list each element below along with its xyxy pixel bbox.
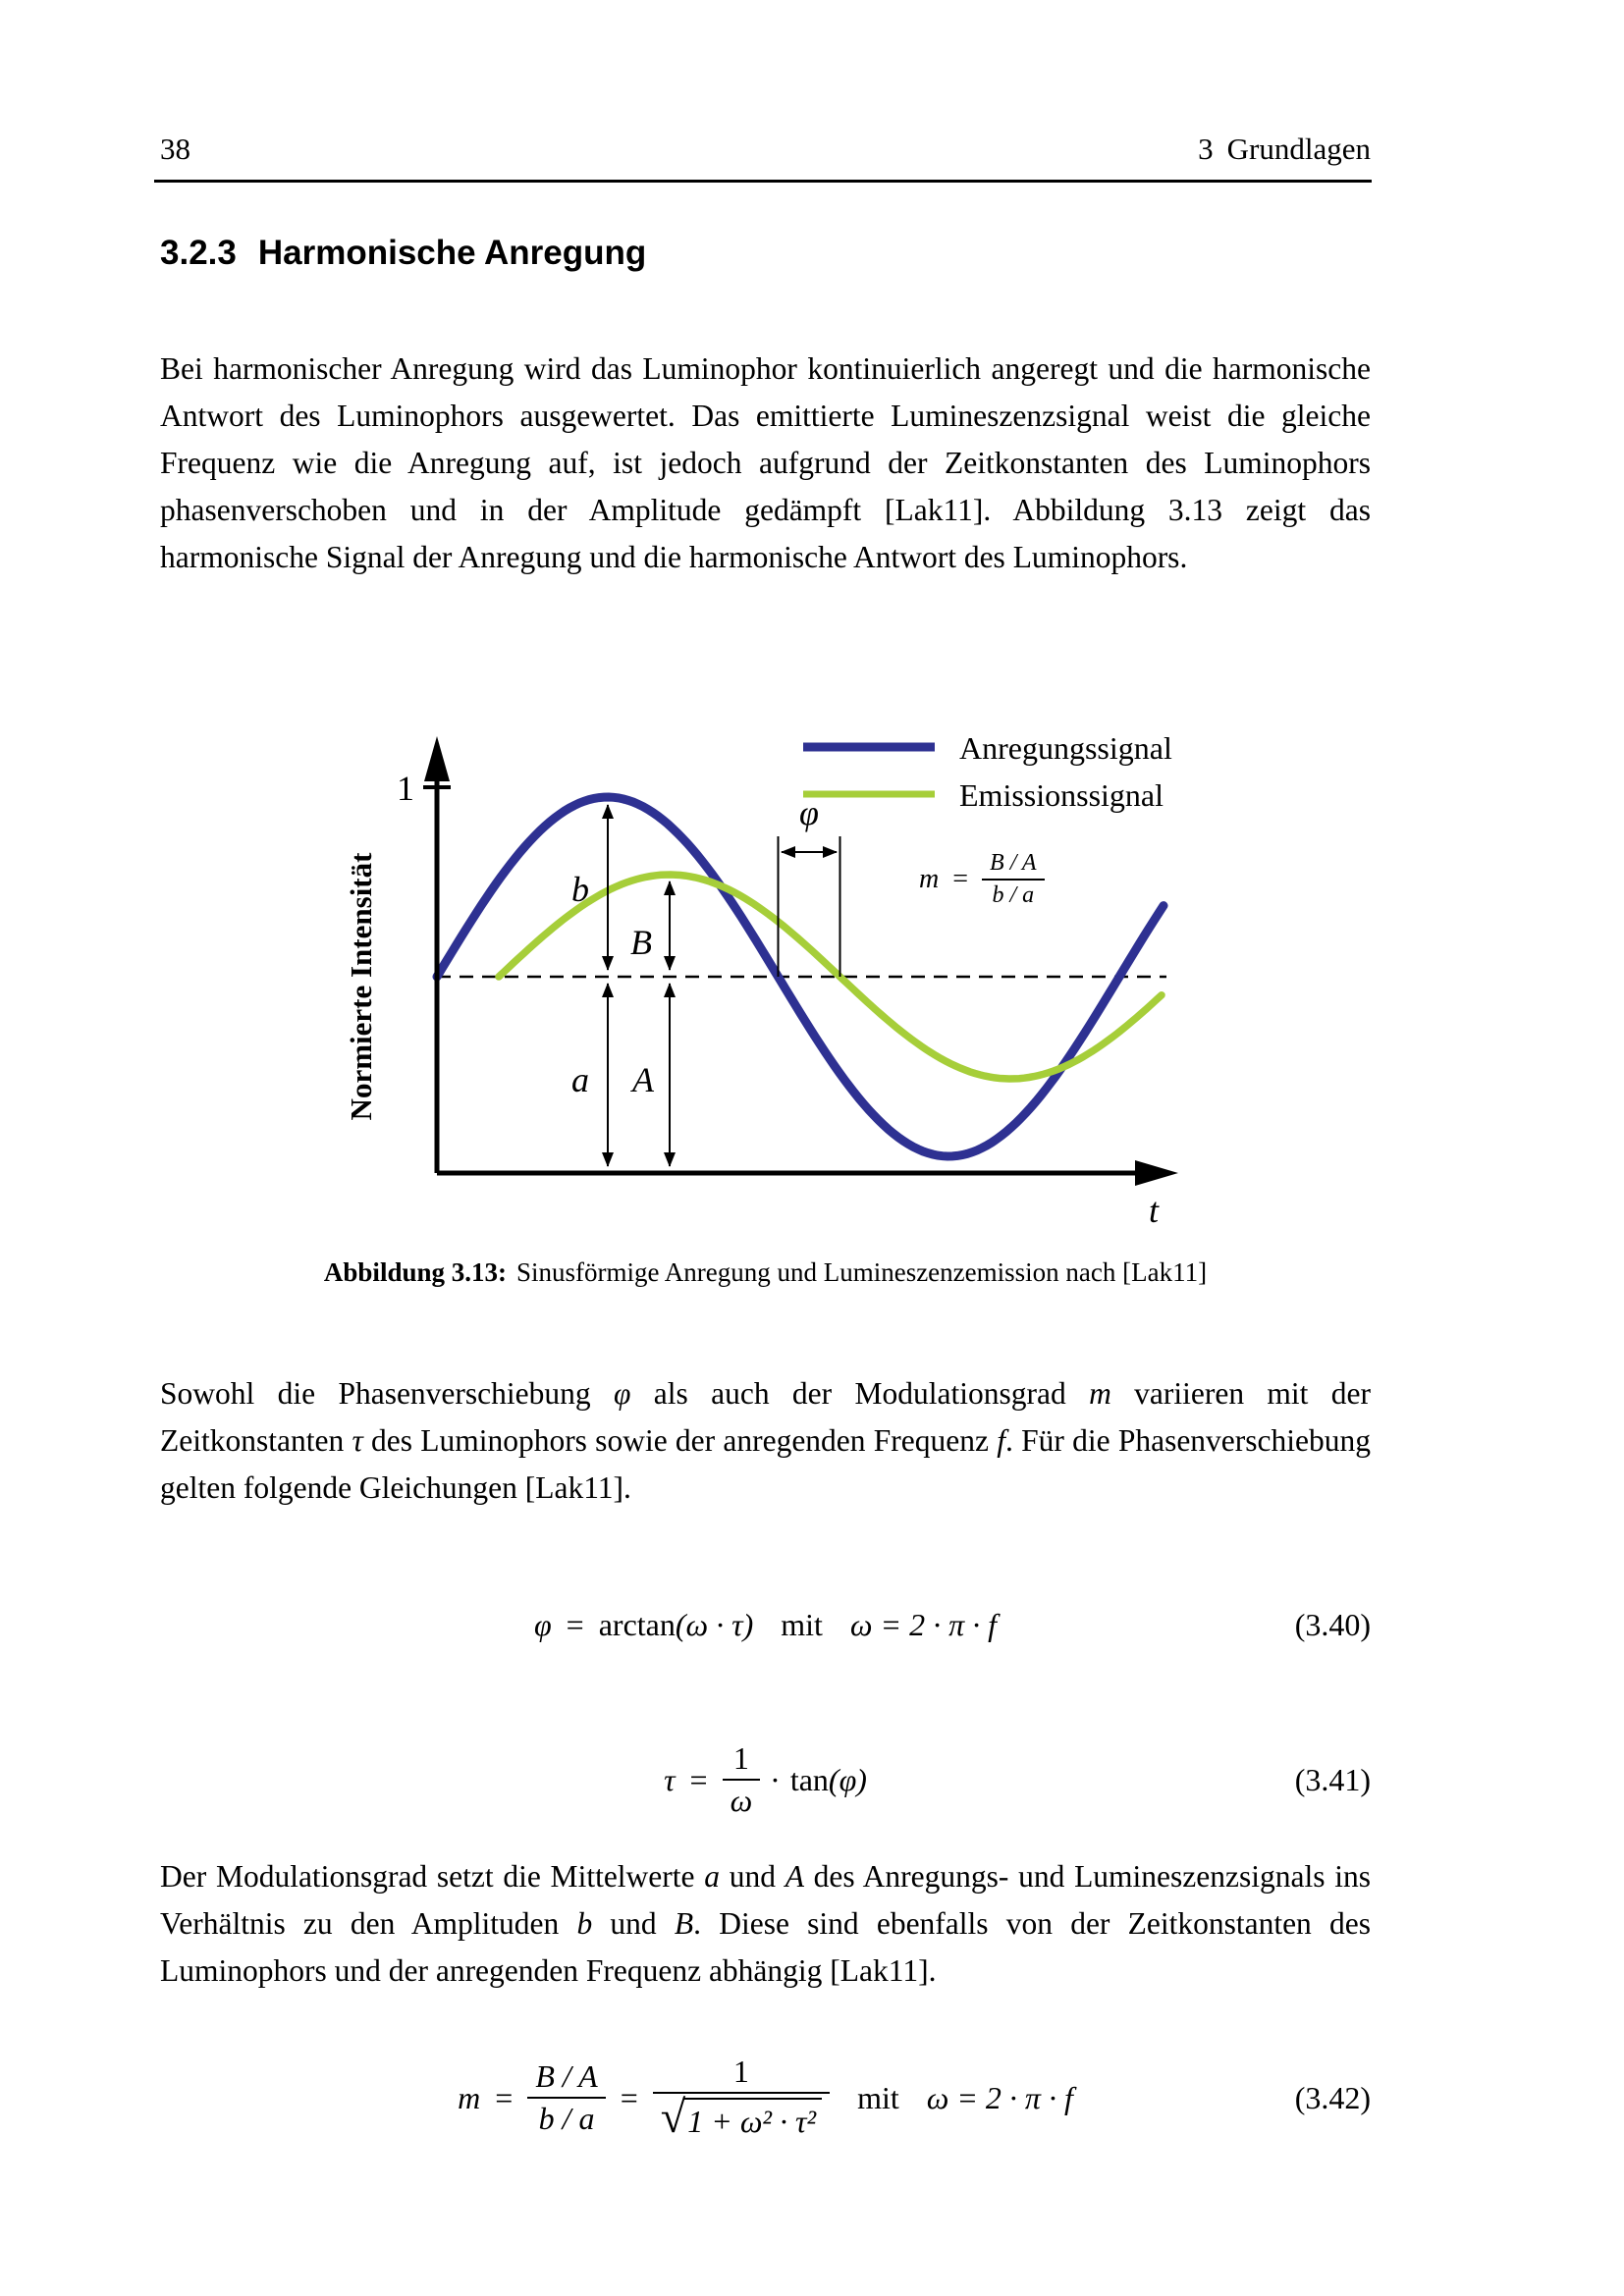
eq342-fraction1-denominator: b / a <box>527 2097 605 2137</box>
eq341-rel: = <box>689 1761 708 1797</box>
modulation-equation <box>919 850 1045 909</box>
paragraph-1: Bei harmonischer Anregung wird das Luminophor kontinuierlich angeregt und die harmonische Antwort des Luminophors ausgewertet. Das emittierte Lumineszenzsignal weist die gleiche Frequenz wie die Anregung auf, ist jedoch aufgrund der Zeitkonstanten des Luminophors phasenverschoben und in der Amplitude gedämpft [Lak11]. Abbildung 3.13 zeigt das harmonische Signal der Anregung und die harmonische Antwort des Luminophors. <box>160 351 1371 574</box>
eq342-lhs: m <box>458 2079 481 2115</box>
eq342-fraction1-numerator: B / A <box>535 2058 598 2094</box>
eq341-argument: (φ) <box>828 1761 867 1797</box>
section-title: Harmonische Anregung <box>257 234 647 272</box>
sqrt-symbol: √ <box>660 2093 686 2144</box>
label-A: A <box>632 1060 654 1099</box>
eq340-function: arctan <box>598 1606 676 1642</box>
label-B: B <box>630 923 652 962</box>
eq341-numerator: 1 <box>732 1740 749 1776</box>
equation-3-40 <box>160 1580 1371 1669</box>
y-axis-arrow <box>424 736 450 781</box>
modulation-fraction <box>982 850 1045 909</box>
eq340-number: (3.40) <box>1294 1606 1371 1642</box>
figure-caption-label: Abbildung 3.13: <box>323 1257 507 1287</box>
sqrt-radicand: 1 + ω² · τ² <box>683 2098 822 2140</box>
eq341-lhs: τ <box>664 1761 676 1797</box>
section-number: 3.2.3 <box>160 234 237 272</box>
equation-3-42 <box>160 2045 1371 2151</box>
eq340-mit: mit <box>781 1606 823 1642</box>
legend-label-emission: Emissionssignal <box>959 777 1164 813</box>
eq342-fraction-1 <box>527 2058 605 2137</box>
figure-3-13 <box>0 726 1624 1261</box>
figure-caption <box>160 1257 1371 1288</box>
eq341-number: (3.41) <box>1294 1761 1371 1797</box>
eq341-function: tan <box>789 1761 829 1797</box>
label-phi: φ <box>799 793 819 832</box>
legend-label-excitation: Anregungssignal <box>959 730 1172 766</box>
chapter-title: Grundlagen <box>1226 132 1371 166</box>
eq342-fraction2-numerator: 1 <box>732 2054 749 2090</box>
eq340-lhs: φ <box>533 1606 552 1642</box>
page-number: 38 <box>160 132 190 166</box>
eq342-rel2: = <box>620 2079 638 2115</box>
eq340-rel: = <box>566 1606 584 1642</box>
chapter-number: 3 <box>1198 132 1214 166</box>
eq342-mit: mit <box>857 2079 899 2115</box>
y-tick-label: 1 <box>397 769 414 808</box>
modulation-numerator: B / A <box>990 850 1037 876</box>
eq340-condition: ω = 2 · π · f <box>849 1606 998 1642</box>
x-axis-label: t <box>1149 1191 1160 1230</box>
figure-caption-text: Sinusförmige Anregung und Lumineszenzemission nach [Lak11] <box>515 1257 1208 1287</box>
eq341-fraction <box>723 1740 761 1819</box>
eq341-denominator: ω <box>723 1779 761 1819</box>
eq340-argument: (ω · τ) <box>675 1606 754 1642</box>
eq341-dot: · <box>770 1761 781 1797</box>
chapter-header <box>1184 132 1371 167</box>
eq342-rel1: = <box>495 2079 514 2115</box>
eq342-fraction-2 <box>653 2054 830 2144</box>
equation-3-41 <box>160 1731 1371 1829</box>
square-root <box>660 2093 822 2144</box>
modulation-denominator: b / a <box>982 879 1045 909</box>
header-rule <box>154 180 1372 183</box>
x-axis-arrow <box>1135 1160 1178 1186</box>
section-heading <box>160 234 646 273</box>
label-a: a <box>571 1060 589 1099</box>
sine-plot <box>245 726 1188 1237</box>
eq342-fraction2-denominator <box>653 2092 830 2144</box>
modulation-rel: = <box>952 864 969 894</box>
eq342-condition: ω = 2 · π · f <box>926 2079 1073 2115</box>
page-header <box>160 132 1371 167</box>
modulation-lhs: m <box>919 864 940 894</box>
eq342-number: (3.42) <box>1294 2079 1371 2115</box>
paragraph-3: Der Modulationsgrad setzt die Mittelwerte a und A des Anregungs- und Lumineszenzsignals ins Verhältnis zu den Amplituden b und B. Diese sind ebenfalls von der Zeitkonstanten des Luminophors und der anregenden Frequenz abhängig [Lak11]. <box>160 1859 1371 1988</box>
paragraph-2: Sowohl die Phasenverschiebung φ als auch der Modulationsgrad m variieren mit der Zeitkonstanten τ des Luminophors sowie der anregenden Frequenz f. Für die Phasenverschiebung gelten folgende Gleichungen [Lak11]. <box>160 1376 1372 1505</box>
label-b: b <box>571 870 589 909</box>
y-axis-label: Normierte Intensität <box>344 852 378 1121</box>
